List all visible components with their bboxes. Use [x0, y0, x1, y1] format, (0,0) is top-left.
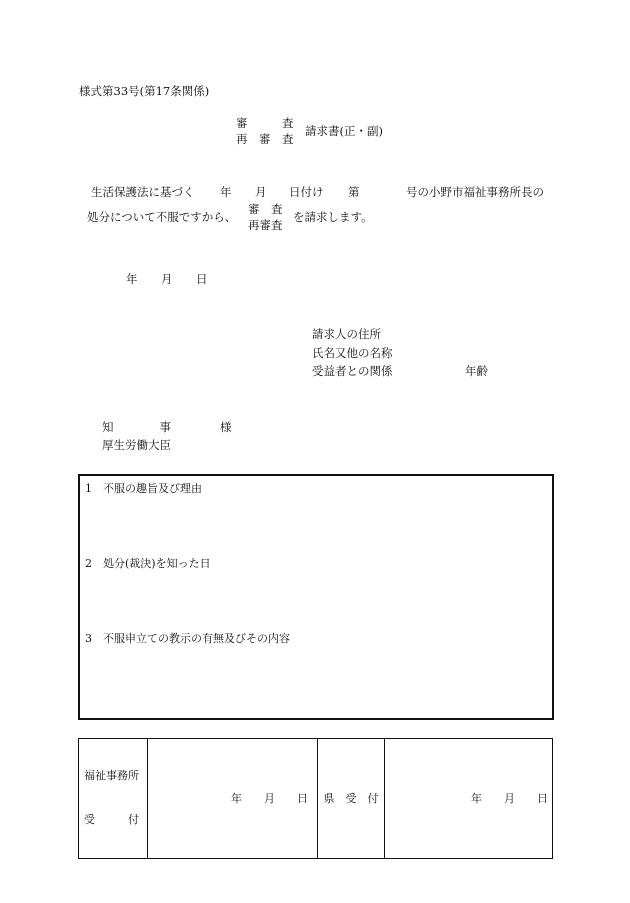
- reasons-box: [78, 474, 554, 720]
- addressee-minister: 厚生労働大臣: [102, 438, 171, 452]
- office-receipt-label: 福祉事務所 受 付: [79, 739, 148, 859]
- body-line1-end: 号の小野市福祉事務所長の: [406, 185, 544, 199]
- body-choice-shinsa: 審 査: [248, 202, 283, 216]
- title-line-1: 審 査: [236, 116, 294, 130]
- title-suffix: 請求書(正・副): [305, 124, 383, 138]
- requester-relation: 受益者との関係: [312, 364, 393, 378]
- form-number: 様式第33号(第17条関係): [79, 84, 210, 98]
- body-line2-start: 処分について不服ですから、: [87, 210, 237, 224]
- office-receipt-date: 年 月 日: [148, 739, 318, 859]
- title-line-2: 再 審 査: [236, 132, 294, 146]
- addressee-sama: 様: [220, 420, 232, 434]
- item-date-known: 2 処分(裁決)を知った日: [85, 557, 211, 570]
- requester-address: 請求人の住所: [312, 327, 381, 341]
- body-line2-end: を請求します。: [293, 210, 373, 224]
- requester-name: 氏名又他の名称: [312, 346, 393, 360]
- body-line1-start: 生活保護法に基づく: [91, 185, 195, 199]
- item-grounds: 1 不服の趣旨及び理由: [85, 482, 202, 495]
- date-month: 月: [161, 272, 173, 286]
- date-day: 日: [196, 272, 208, 286]
- requester-age: 年齢: [465, 364, 488, 378]
- body-dai: 第: [348, 185, 360, 199]
- body-choice-saishinsa: 再審査: [248, 218, 283, 232]
- body-year: 年: [220, 185, 232, 199]
- receipt-table: [78, 738, 553, 859]
- pref-receipt-date: 年 月 日: [385, 739, 553, 859]
- item-instruction: 3 不服申立ての教示の有無及びその内容: [85, 632, 290, 645]
- pref-receipt-label: 県 受 付: [318, 739, 385, 859]
- body-day: 日付け: [289, 185, 324, 199]
- date-year: 年: [126, 272, 138, 286]
- addressee-chiji: 知 事: [102, 420, 171, 434]
- body-month: 月: [255, 185, 267, 199]
